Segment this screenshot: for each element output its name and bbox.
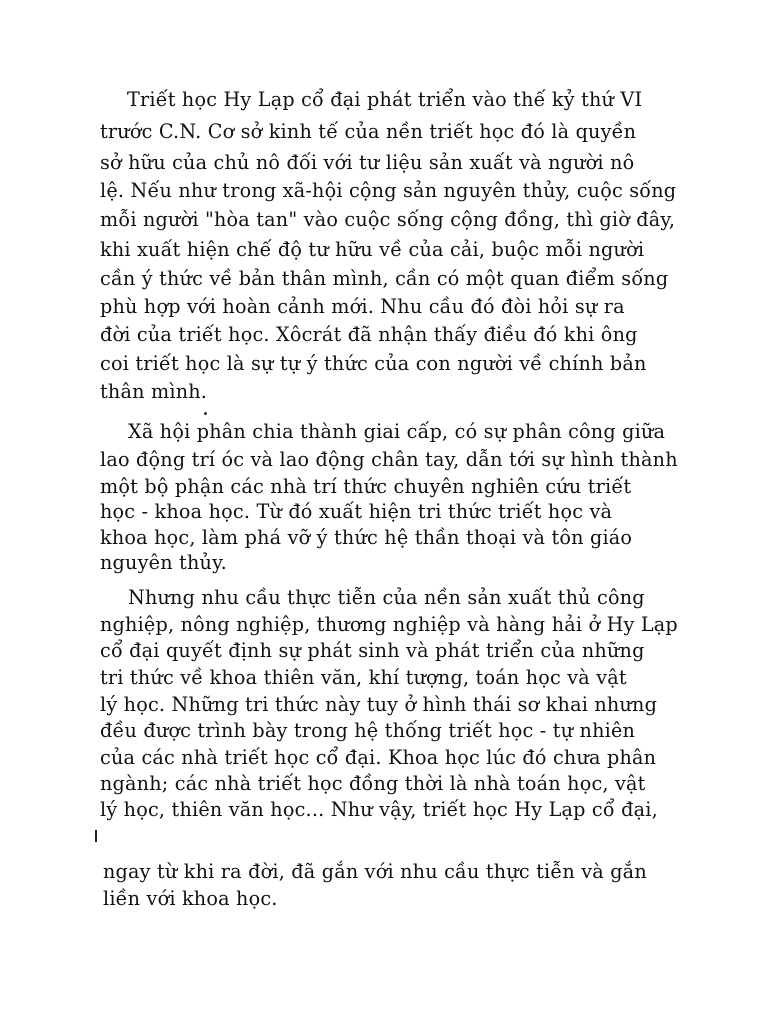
paragraph-3-line-4: tri thức về khoa thiên văn, khí tượng, toán học và vật — [100, 666, 627, 689]
paragraph-1-line-5: mỗi người "hòa tan" vào cuộc sống cộng đồng, thì giờ đây, — [100, 208, 676, 231]
paragraph-3-line-3: cổ đại quyết định sự phát sinh và phát triển của những — [100, 639, 645, 662]
paragraph-2-line-3: một bộ phận các nhà trí thức chuyên nghiên cứu triết — [100, 475, 632, 498]
paragraph-1-line-3: sở hữu của chủ nô đối với tư liệu sản xuất và người nô — [100, 151, 635, 174]
paragraph-1-line-1: Triết học Hy Lạp cổ đại phát triển vào thế kỷ thứ VI — [127, 88, 643, 111]
paragraph-1-line-10: coi triết học là sự tự ý thức của con người về chính bản — [100, 352, 647, 375]
paragraph-2-line-6: nguyên thủy. — [100, 551, 227, 574]
paragraph-2-line-1: Xã hội phân chia thành giai cấp, có sự phân công giữa — [128, 420, 666, 443]
paragraph-3-line-5: lý học. Những tri thức này tuy ở hình thái sơ khai nhưng — [100, 693, 658, 716]
paragraph-3-line-8: ngành; các nhà triết học đồng thời là nhà toán học, vật — [100, 772, 646, 795]
paragraph-2-line-4: học - khoa học. Từ đó xuất hiện tri thức triết học và — [100, 500, 613, 523]
paragraph-1-line-9: đời của triết học. Xôcrát đã nhận thấy điều đó khi ông — [100, 323, 638, 346]
paragraph-3-line-2: nghiệp, nông nghiệp, thương nghiệp và hàng hải ở Hy Lạp — [100, 613, 678, 636]
paragraph-2-line-2: lao động trí óc và lao động chân tay, dẫn tới sự hình thành — [100, 448, 678, 471]
margin-mark — [95, 830, 97, 842]
paragraph-3-line-1: Nhưng nhu cầu thực tiễn của nền sản xuất thủ công — [128, 586, 645, 609]
paragraph-4-line-1: ngay từ khi ra đời, đã gắn với nhu cầu thực tiễn và gắn — [103, 860, 647, 883]
paragraph-2-line-5: khoa học, làm phá vỡ ý thức hệ thần thoại và tôn giáo — [100, 526, 633, 549]
paragraph-3-line-6: đều được trình bày trong hệ thống triết học - tự nhiên — [100, 719, 636, 742]
paragraph-1-line-2: trước C.N. Cơ sở kinh tế của nền triết học đó là quyền — [100, 120, 637, 143]
stray-dot — [204, 412, 207, 415]
paragraph-1-line-11: thân mình. — [100, 380, 208, 403]
paragraph-1-line-8: phù hợp với hoàn cảnh mới. Nhu cầu đó đòi hỏi sự ra — [100, 295, 625, 318]
paragraph-3-line-9: lý học, thiên văn học... Như vậy, triết học Hy Lạp cổ đại, — [100, 798, 658, 821]
paragraph-1-line-7: cần ý thức về bản thân mình, cần có một quan điểm sống — [100, 267, 669, 290]
paragraph-3-line-7: của các nhà triết học cổ đại. Khoa học lúc đó chưa phân — [100, 746, 657, 769]
paragraph-4-line-2: liền với khoa học. — [103, 887, 278, 910]
paragraph-1-line-4: lệ. Nếu như trong xã-hội cộng sản nguyên thủy, cuộc sống — [100, 179, 677, 202]
paragraph-1-line-6: khi xuất hiện chế độ tư hữu về của cải, buộc mỗi người — [100, 238, 645, 261]
